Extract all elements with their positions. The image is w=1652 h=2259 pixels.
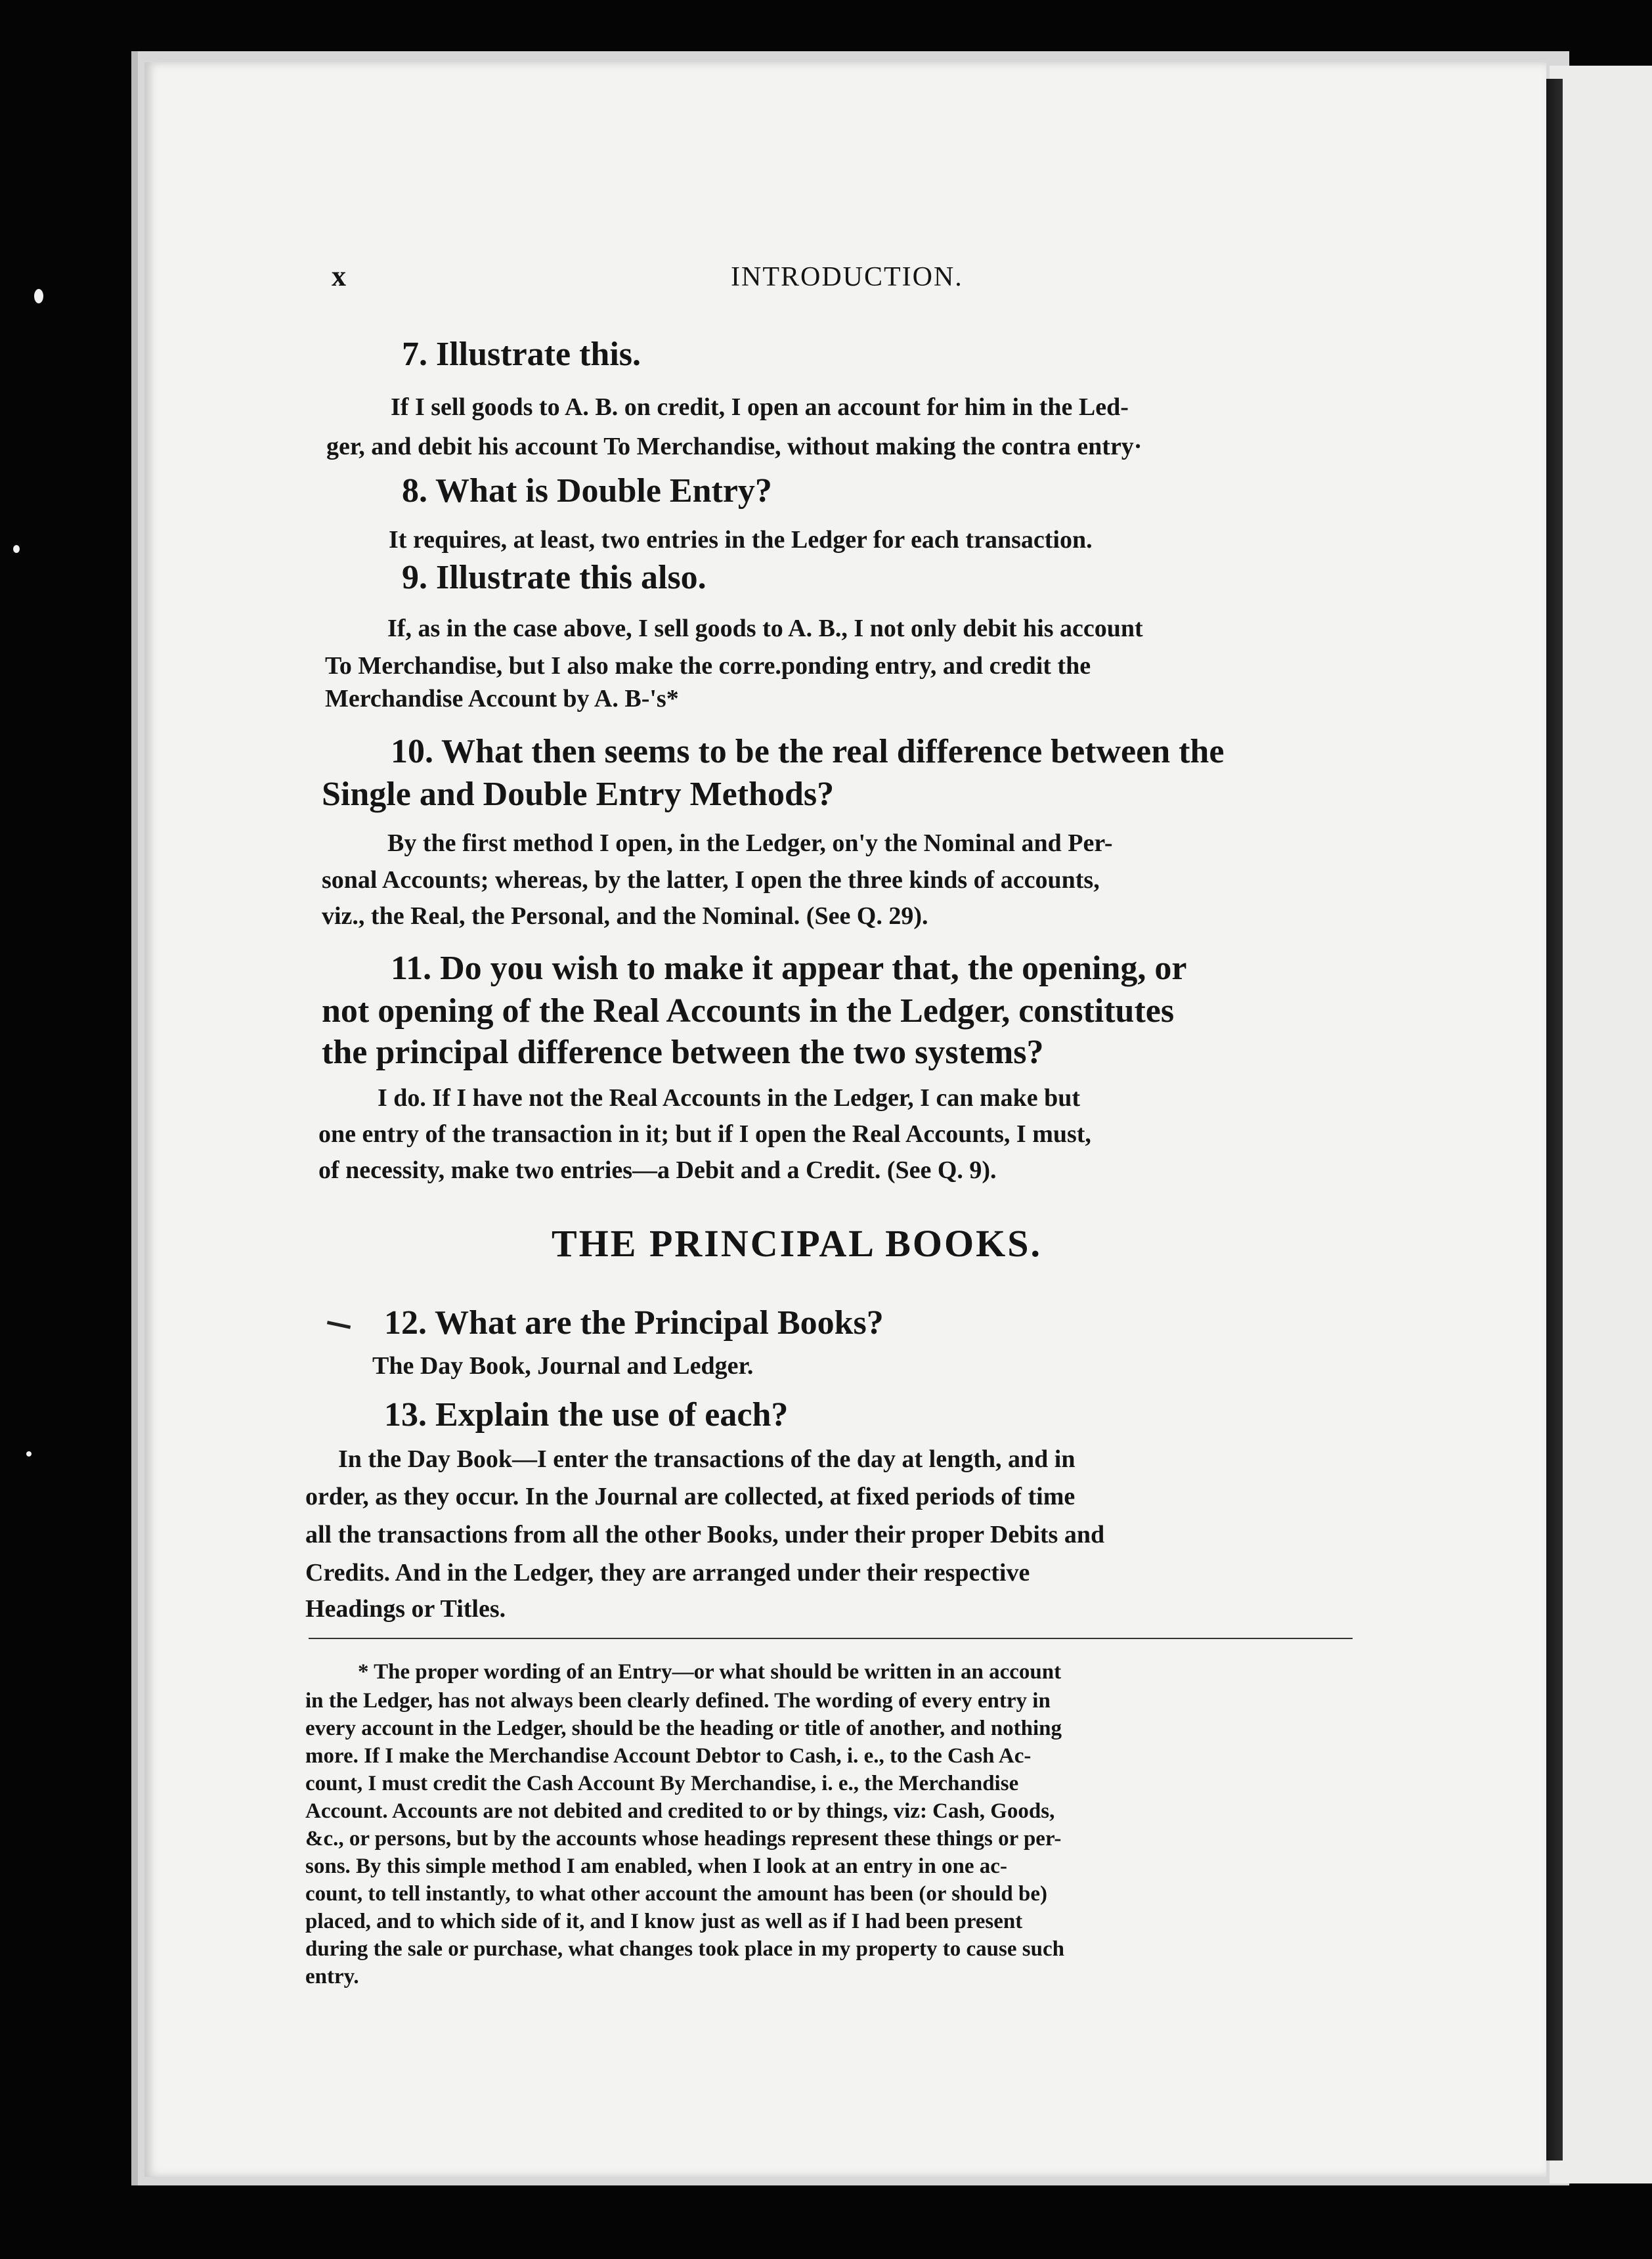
footnote-line: * The proper wording of an Entry—or what should be written in an account [358, 1660, 1062, 1684]
footnote-line: during the sale or purchase, what changes took place in my property to cause such [305, 1937, 1064, 1961]
answer-11-line: I do. If I have not the Real Accounts in the Ledger, I can make but [378, 1084, 1081, 1112]
answer-11-line: of necessity, make two entries—a Debit and a Credit. (See Q. 9). [318, 1156, 997, 1184]
facing-page [1550, 66, 1652, 2183]
answer-9-line: Merchandise Account by A. B-'s* [325, 685, 679, 713]
question-8: 8. What is Double Entry? [402, 472, 772, 510]
footnote-line: &c., or persons, but by the accounts whose headings represent these things or per- [305, 1827, 1062, 1851]
question-11-line: the principal difference between the two systems? [322, 1034, 1044, 1071]
footnote-line: placed, and to which side of it, and I know just as well as if I had been present [305, 1910, 1023, 1933]
answer-9-line: To Merchandise, but I also make the corre.ponding entry, and credit the [325, 652, 1091, 680]
question-9: 9. Illustrate this also. [402, 559, 706, 596]
question-10-line: 10. What then seems to be the real difference between the [391, 733, 1225, 770]
answer-10-line: viz., the Real, the Personal, and the Nominal. (See Q. 29). [322, 902, 928, 930]
answer-11-line: one entry of the transaction in it; but if I open the Real Accounts, I must, [318, 1120, 1091, 1148]
answer-12-line: The Day Book, Journal and Ledger. [372, 1352, 754, 1380]
question-11-line: 11. Do you wish to make it appear that, the opening, or [391, 950, 1187, 987]
page-number: x [332, 260, 346, 292]
footnote-line: more. If I make the Merchandise Account Debtor to Cash, i. e., to the Cash Ac- [305, 1744, 1032, 1768]
footnote-line: every account in the Ledger, should be the heading or title of another, and nothing [305, 1717, 1062, 1740]
answer-13-line: order, as they occur. In the Journal are collected, at fixed periods of time [305, 1483, 1076, 1510]
running-header: INTRODUCTION. [731, 262, 963, 292]
question-10-line: Single and Double Entry Methods? [322, 776, 835, 813]
answer-9-line: If, as in the case above, I sell goods to A. B., I not only debit his account [387, 615, 1143, 642]
question-7: 7. Illustrate this. [402, 336, 641, 373]
answer-8-line: It requires, at least, two entries in the Ledger for each transaction. [389, 526, 1093, 554]
question-13: 13. Explain the use of each? [384, 1396, 789, 1434]
section-heading: THE PRINCIPAL BOOKS. [552, 1222, 1042, 1265]
footnote-line: sons. By this simple method I am enabled, when I look at an entry in one ac- [305, 1854, 1007, 1878]
question-12: 12. What are the Principal Books? [384, 1304, 884, 1342]
dust-speck [13, 545, 20, 553]
answer-10-line: sonal Accounts; whereas, by the latter, I open the three kinds of accounts, [322, 866, 1100, 894]
answer-7-line: If I sell goods to A. B. on credit, I open an account for him in the Led- [391, 393, 1129, 421]
dust-speck [34, 289, 43, 303]
answer-13-line: Credits. And in the Ledger, they are arranged under their respective [305, 1559, 1030, 1587]
footnote-line: in the Ledger, has not always been clearly defined. The wording of every entry in [305, 1689, 1051, 1713]
answer-7-line: ger, and debit his account To Merchandise, without making the contra entry· [326, 433, 1142, 460]
dust-speck [26, 1451, 32, 1457]
footnote-line: count, I must credit the Cash Account By Merchandise, i. e., the Merchandise [305, 1772, 1019, 1795]
question-11-line: not opening of the Real Accounts in the Ledger, constitutes [322, 992, 1175, 1030]
footnote-line: count, to tell instantly, to what other account the amount has been (or should be) [305, 1882, 1048, 1906]
answer-13-line: Headings or Titles. [305, 1595, 506, 1623]
footnote-line: Account. Accounts are not debited and credited to or by things, viz: Cash, Goods, [305, 1799, 1055, 1823]
footnote-divider [309, 1638, 1353, 1639]
bleed-through-text [886, 341, 893, 372]
answer-13-line: In the Day Book—I enter the transactions of the day at length, and in [338, 1445, 1076, 1473]
footnote-line: entry. [305, 1965, 359, 1988]
answer-10-line: By the first method I open, in the Ledger, on'y the Nominal and Per- [387, 829, 1113, 857]
answer-13-line: all the transactions from all the other Books, under their proper Debits and [305, 1521, 1105, 1548]
